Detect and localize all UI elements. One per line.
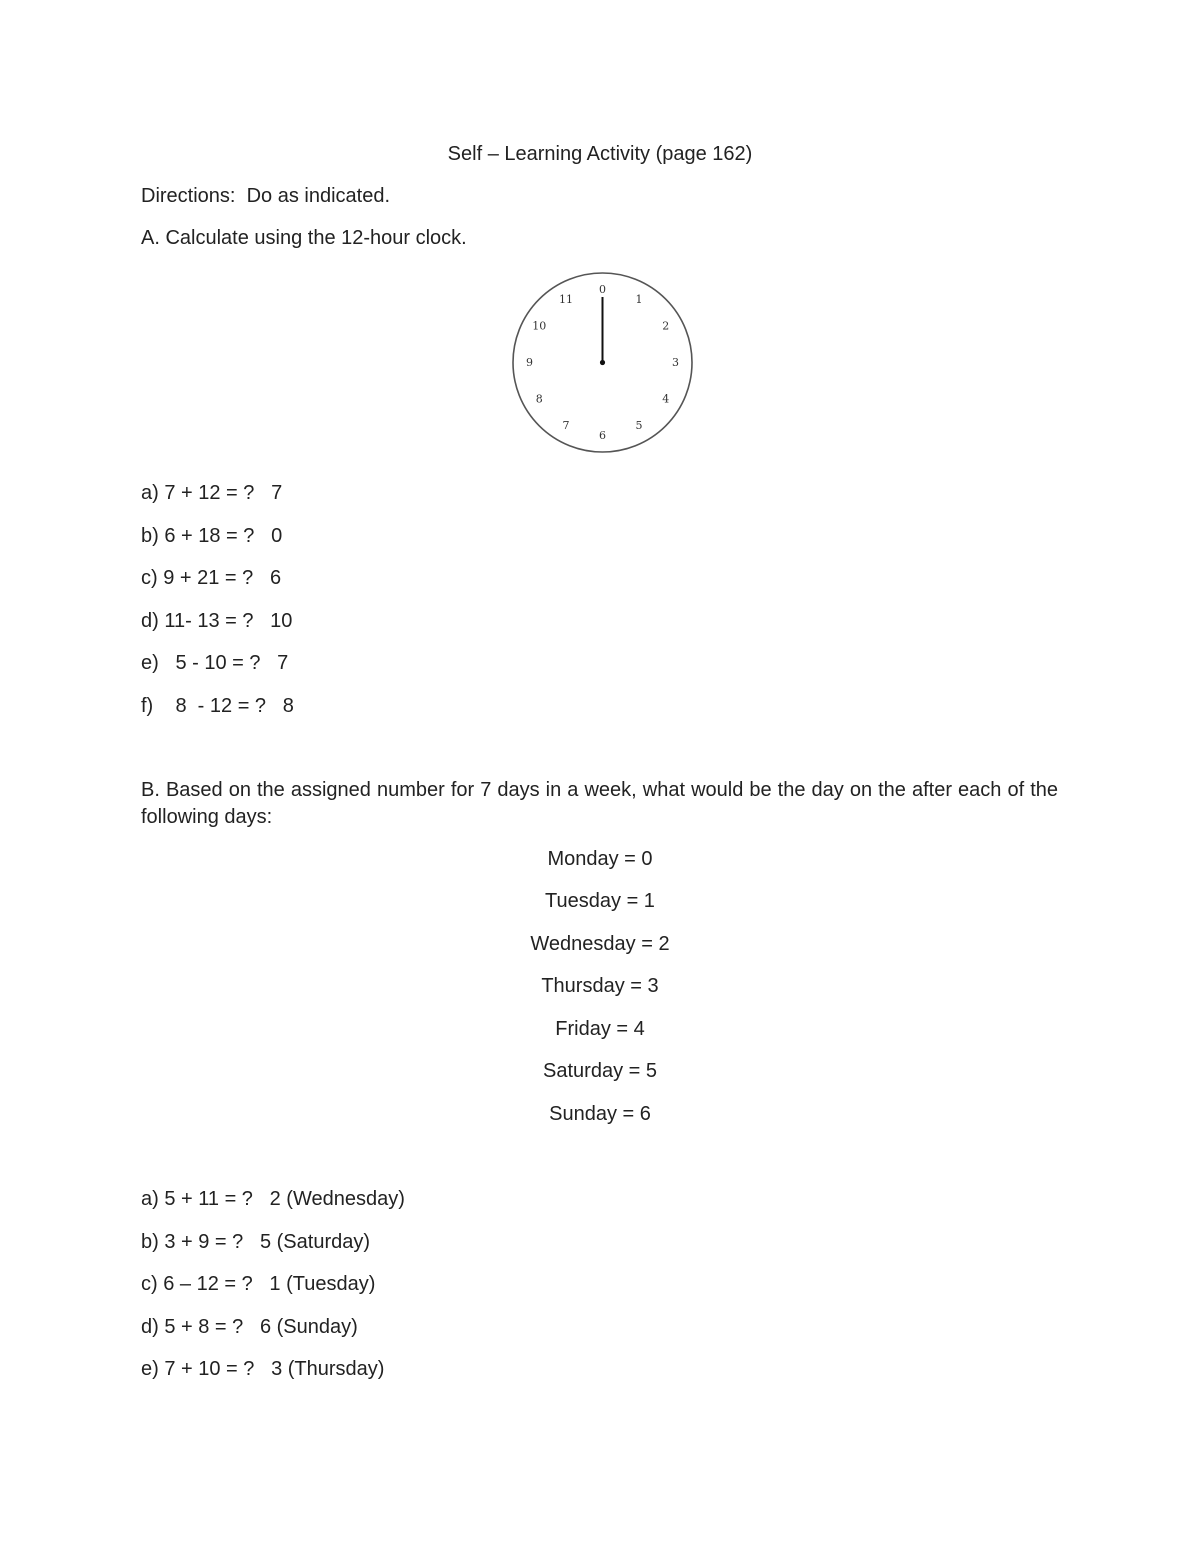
answer-b-item: a) 5 + 11 = ? 2 (Wednesday)	[141, 1188, 405, 1210]
day-assignment: Friday = 4	[555, 1018, 645, 1040]
answer-b-item: d) 5 + 8 = ? 6 (Sunday)	[141, 1316, 358, 1338]
day-assignment: Tuesday = 1	[545, 890, 655, 912]
clock-number: 0	[599, 283, 606, 296]
day-assignment: Wednesday = 2	[530, 933, 670, 955]
clock-number: 9	[526, 356, 533, 369]
clock-number: 1	[635, 292, 643, 306]
answer-a-item: f) 8 - 12 = ? 8	[141, 695, 294, 717]
day-assignment: Monday = 0	[547, 848, 653, 870]
answer-b-item: c) 6 – 12 = ? 1 (Tuesday)	[141, 1273, 376, 1295]
clock-number: 2	[662, 319, 670, 333]
clock-number: 8	[535, 392, 543, 406]
clock-number: 7	[562, 419, 570, 433]
section-b-heading: B. Based on the assigned number for 7 days in a week, what would be the day on the after each of the following days:	[141, 779, 1058, 828]
day-assignment: Sunday = 6	[549, 1103, 651, 1125]
clock-number: 10	[532, 319, 547, 333]
clock-number: 3	[672, 356, 679, 369]
answer-a-item: c) 9 + 21 = ? 6	[141, 567, 282, 589]
clock-center	[600, 360, 605, 365]
page-title: Self – Learning Activity (page 162)	[447, 143, 753, 165]
day-assignment: Saturday = 5	[543, 1060, 657, 1082]
answer-a-item: a) 7 + 12 = ? 7	[141, 482, 283, 504]
day-assignment: Thursday = 3	[541, 975, 659, 997]
clock-diagram	[510, 270, 695, 455]
clock-number: 5	[635, 419, 643, 433]
clock-number: 4	[662, 392, 670, 406]
clock-number: 6	[599, 429, 606, 442]
answer-a-item: d) 11- 13 = ? 10	[141, 610, 293, 632]
directions: Directions: Do as indicated.	[141, 185, 391, 207]
answer-a-item: e) 5 - 10 = ? 7	[141, 652, 289, 674]
section-a-heading: A. Calculate using the 12-hour clock.	[141, 227, 467, 249]
answer-b-item: b) 3 + 9 = ? 5 (Saturday)	[141, 1231, 371, 1253]
answer-b-item: e) 7 + 10 = ? 3 (Thursday)	[141, 1358, 385, 1380]
clock-number: 11	[559, 292, 573, 306]
answer-a-item: b) 6 + 18 = ? 0	[141, 525, 283, 547]
